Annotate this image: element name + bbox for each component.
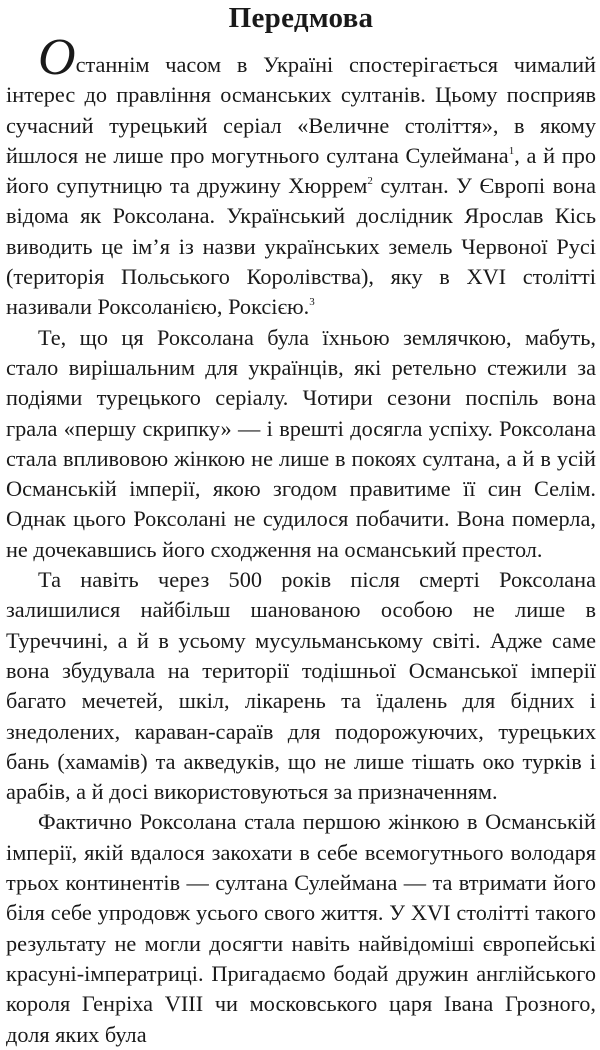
drop-cap: О [38,29,76,86]
paragraph-text: султан. У Європі вона відома як Роксолана. Український дослідник Ярослав Кісь виводить це ім’я із назви українських земель Червоної Русі (територія Польського Королівства), яку в XVI столітті називали Роксоланією, Роксією. [6,173,596,320]
paragraph-1 [6,29,597,323]
paragraph-2: Те, що ця Роксолана була їхньою землячкою, мабуть, стало вирішальним для українців, які ретельно стежили за подіями турецького серіалу. Чотири сезони поспіль вона грала «першу скрипку» — і врешті досягла успіху. Роксолана стала впливовою жінкою не лише в покоях султана, а й в усій Османській імперії, якою згодом правитиме її син Селім. Однак цього Роксолані не судилося побачити. Вона померла, не дочекавшись його сходження на османський престол. [6,324,596,562]
footnote-ref-3[interactable]: 3 [309,296,315,309]
page-title: Передмова [228,2,374,34]
paragraph-3: Та навіть через 500 років після смерті Роксолана залишилися найбільш шанованою особою не лише в Туреччині, а й в усьому мусульманському світі. Адже саме вона збудувала на території тодішньої Османської імперії багато мечетей, шкіл, лікарень та їдалень для бідних і знедолених, караван-сараїв для подорожуючих, турецьких бань (хамамів) та акведуків, що не лише тішать око турків і арабів, а й досі використовуються за призначенням. [6,567,596,805]
paragraph-text: станнім часом в Україні спостерігається чималий інтерес до правління османських султанів. Цьому посприяв сучасний турецький серіал «Величне століття», в якому йшлося не лише про могутнього султана Сулеймана [6,52,596,168]
footnote-ref-1[interactable]: 1 [508,144,515,157]
footnote-ref-2[interactable]: 2 [367,175,373,188]
paragraph-text: , а й про його супутницю та дружину Хюррем [6,142,597,199]
paragraph-4: Фактично Роксолана стала першою жінкою в Османській імперії, якій вдалося закохати в себе всемогутнього володаря трьох континентів — султана Сулеймана — та втримати його біля себе упродовж усього свого життя. У XVI столітті такого результату не могли досягти навіть найвідоміші європейські красуні-імператриці. Пригадаємо бодай дружин англійського короля Генріха VIII чи московського царя Івана Грозного, доля яких була [6,809,596,1047]
